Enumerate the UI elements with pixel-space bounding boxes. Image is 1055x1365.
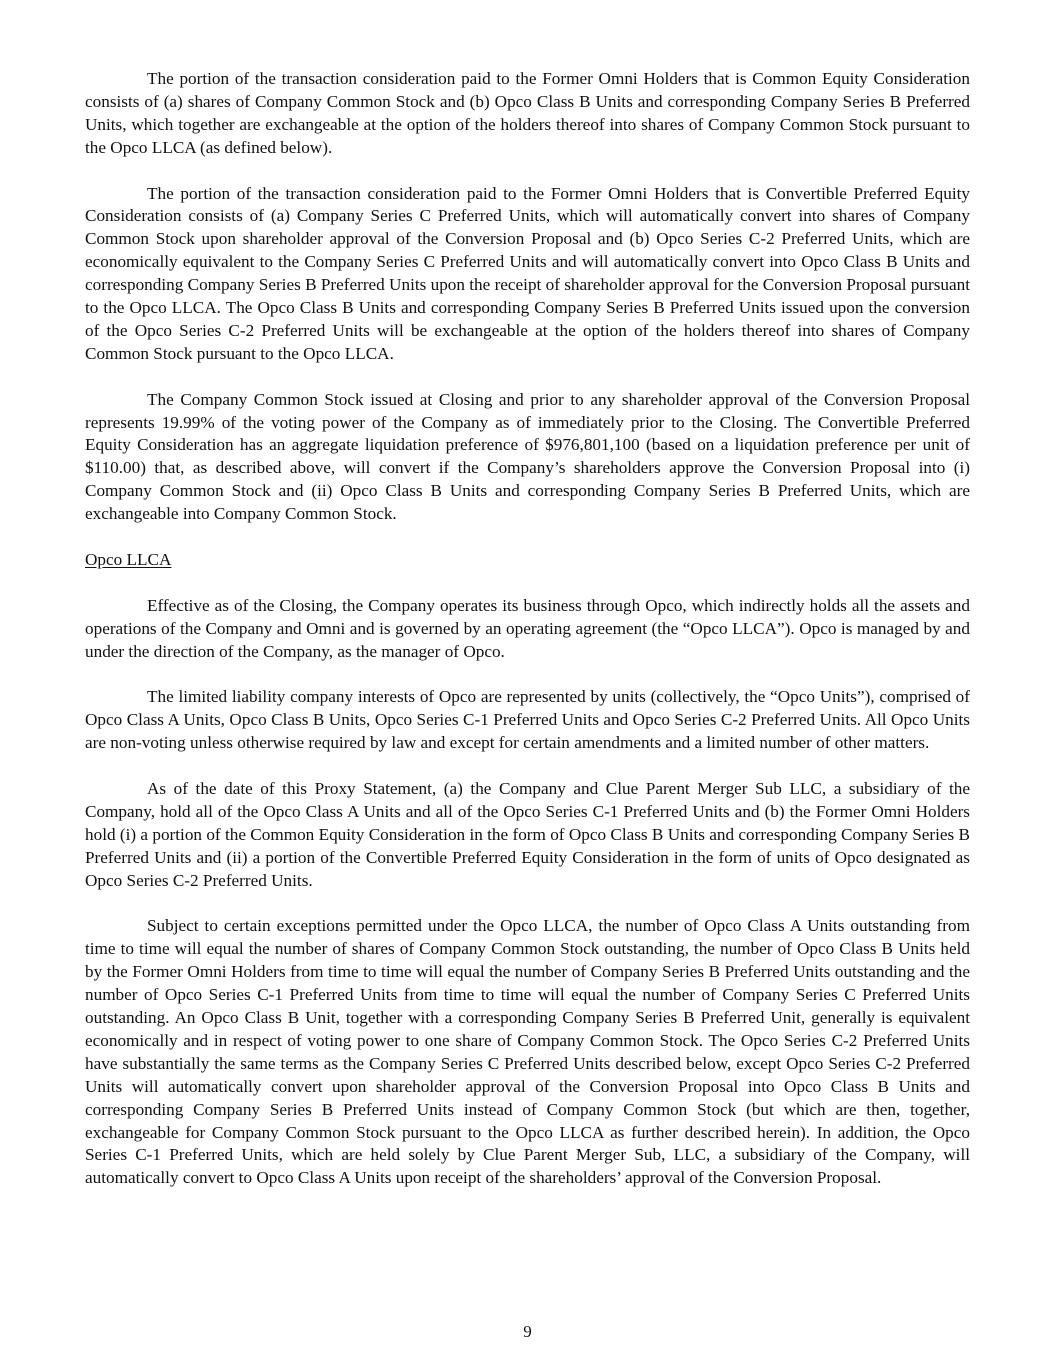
paragraph-unit-equivalence: Subject to certain exceptions permitted under the Opco LLCA, the number of Opco Class A Units outstanding from time to time will equal the number of shares of Company Common Stock outstanding, the number of Opco Class B Units held by the Former Omni Holders from time to time will equal the number of Company Series B Preferred Units outstanding and the number of Opco Series C-1 Preferred Units from time to time will equal the number of Company Series C Preferred Units outstanding. An Opco Class B Unit, together with a corresponding Company Series B Preferred Unit, generally is equivalent economically and in respect of voting power to one share of Company Common Stock. The Opco Series C-2 Preferred Units have substantially the same terms as the Company Series C Preferred Units described below, except Opco Series C-2 Preferred Units will automatically convert upon shareholder approval of the Conversion Proposal into Opco Class B Units and corresponding Company Series B Preferred Units instead of Company Common Stock (but which are then, together, exchangeable for Company Common Stock pursuant to the Opco LLCA as further described herein). In addition, the Opco Series C-1 Preferred Units, which are held solely by Clue Parent Merger Sub, LLC, a subsidiary of the Company, will automatically convert to Opco Class A Units upon receipt of the shareholders’ approval of the Conversion Proposal.	[85, 916, 970, 1188]
document-page	[85, 68, 970, 1213]
paragraph-voting-power-liquidation: The Company Common Stock issued at Closing and prior to any shareholder approval of the Conversion Proposal represents 19.99% of the voting power of the Company as of immediately prior to the Closing. The Convertible Preferred Equity Consideration has an aggregate liquidation preference of $976,801,100 (based on a liquidation preference per unit of $110.00) that, as described above, will convert if the Company’s shareholders approve the Conversion Proposal into (i) Company Common Stock and (ii) Opco Class B Units and corresponding Company Series B Preferred Units, which are exchangeable into Company Common Stock.	[85, 389, 970, 524]
paragraph-opco-units: The limited liability company interests of Opco are represented by units (collectively, the “Opco Units”), comprised of Opco Class A Units, Opco Class B Units, Opco Series C-1 Preferred Units and Opco Series C-2 Preferred Units. All Opco Units are non-voting unless otherwise required by law and except for certain amendments and a limited number of other matters.	[85, 687, 970, 753]
paragraph-unit-holders: As of the date of this Proxy Statement, (a) the Company and Clue Parent Merger Sub LLC, a subsidiary of the Company, hold all of the Opco Class A Units and all of the Opco Series C-1 Preferred Units and (b) the Former Omni Holders hold (i) a portion of the Common Equity Consideration in the form of Opco Class B Units and corresponding Company Series B Preferred Units and (ii) a portion of the Convertible Preferred Equity Consideration in the form of units of Opco designated as Opco Series C-2 Preferred Units.	[85, 779, 970, 890]
paragraph-opco-operations: Effective as of the Closing, the Company operates its business through Opco, which indirectly holds all the assets and operations of the Company and Omni and is governed by an operating agreement (the “Opco LLCA”). Opco is managed by and under the direction of the Company, as the manager of Opco.	[85, 595, 970, 661]
section-heading-opco-llca: Opco LLCA	[85, 549, 172, 569]
paragraph-convertible-preferred-consideration: The portion of the transaction consideration paid to the Former Omni Holders that is Convertible Preferred Equity Consideration consists of (a) Company Series C Preferred Units, which will automatically convert into shares of Company Common Stock upon shareholder approval of the Conversion Proposal and (b) Opco Series C-2 Preferred Units, which are economically equivalent to the Company Series C Preferred Units and will automatically convert into Opco Class B Units and corresponding Company Series B Preferred Units upon the receipt of shareholder approval for the Conversion Proposal pursuant to the Opco LLCA. The Opco Class B Units and corresponding Company Series B Preferred Units issued upon the conversion of the Opco Series C-2 Preferred Units will be exchangeable at the option of the holders thereof into shares of Company Common Stock pursuant to the Opco LLCA.	[85, 183, 970, 363]
paragraph-common-equity-consideration: The portion of the transaction consideration paid to the Former Omni Holders that is Common Equity Consideration consists of (a) shares of Company Common Stock and (b) Opco Class B Units and corresponding Company Series B Preferred Units, which together are exchangeable at the option of the holders thereof into shares of Company Common Stock pursuant to the Opco LLCA (as defined below).	[85, 69, 970, 157]
page-number: 9	[523, 1322, 532, 1341]
